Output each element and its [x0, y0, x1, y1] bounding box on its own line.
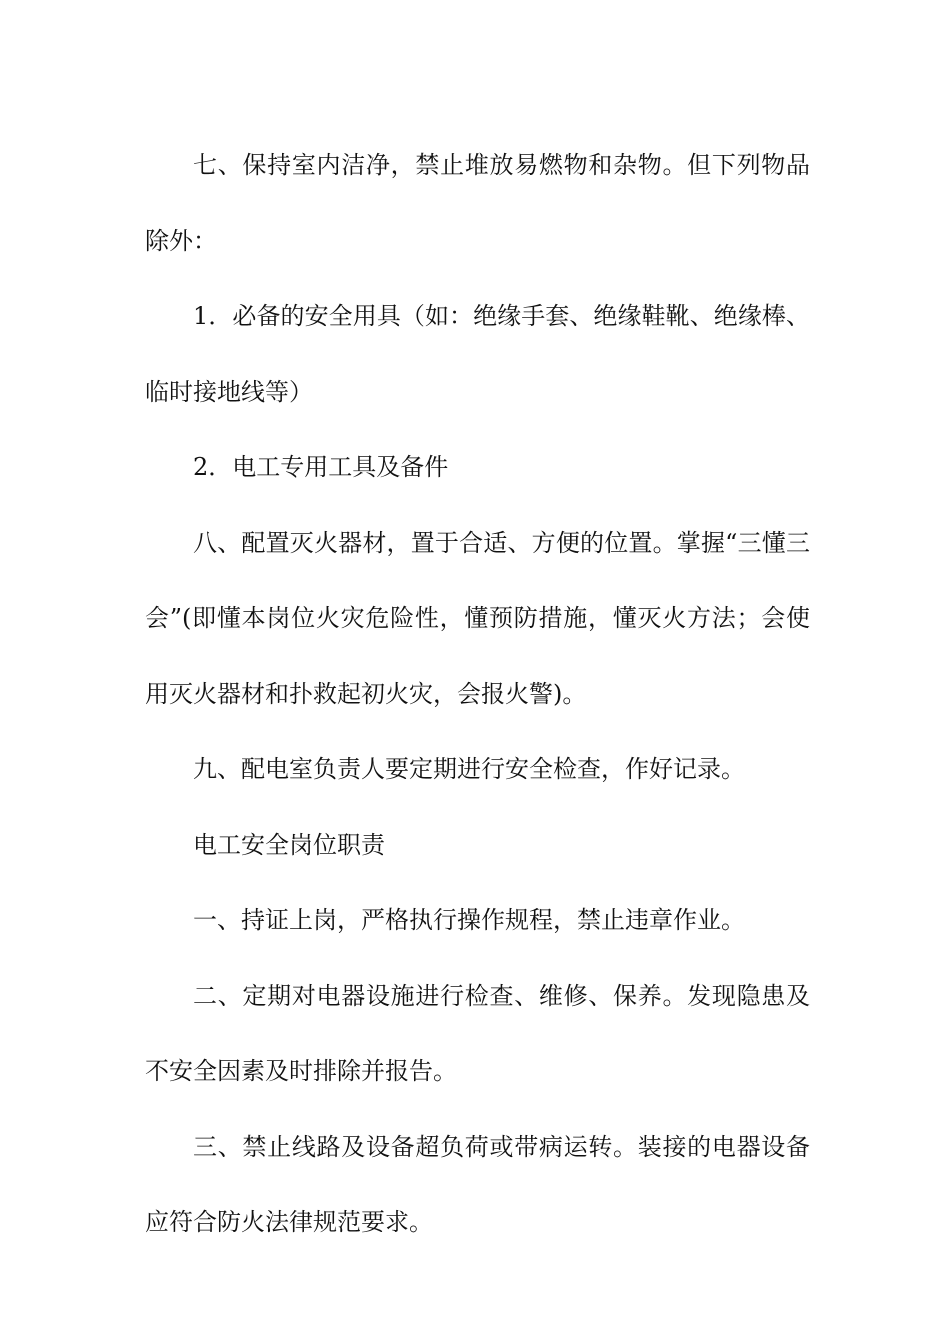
paragraph-duty-1: 一、持证上岗，严格执行操作规程，禁止违章作业。 — [193, 906, 745, 934]
paragraph-duty-2: 二、定期对电器设施进行检查、维修、保养。发现隐患及不安全因素及时排除并报告。 — [145, 981, 810, 1085]
paragraph-rule-8: 八、配置灭火器材，置于合适、方便的位置。掌握“三懂三会”(即懂本岗位火灾危险性，懂预防措施，懂灭火方法；会使用灭火器材和扑救起初火灾，会报火警)。 — [145, 528, 810, 708]
paragraph-duty-3: 三、禁止线路及设备超负荷或带病运转。装接的电器设备应符合防火法律规范要求。 — [145, 1132, 810, 1236]
paragraph-item-1: 1．必备的安全用具（如：绝缘手套、绝缘鞋靴、绝缘棒、临时接地线等） — [145, 302, 810, 406]
section-heading: 电工安全岗位职责 — [193, 830, 385, 859]
document-body — [145, 128, 810, 1261]
paragraph-rule-7: 七、保持室内洁净，禁止堆放易燃物和杂物。但下列物品除外： — [145, 151, 810, 255]
paragraph-item-2: 2．电工专用工具及备件 — [193, 453, 449, 481]
paragraph-rule-9: 九、配电室负责人要定期进行安全检查，作好记录。 — [193, 755, 745, 783]
